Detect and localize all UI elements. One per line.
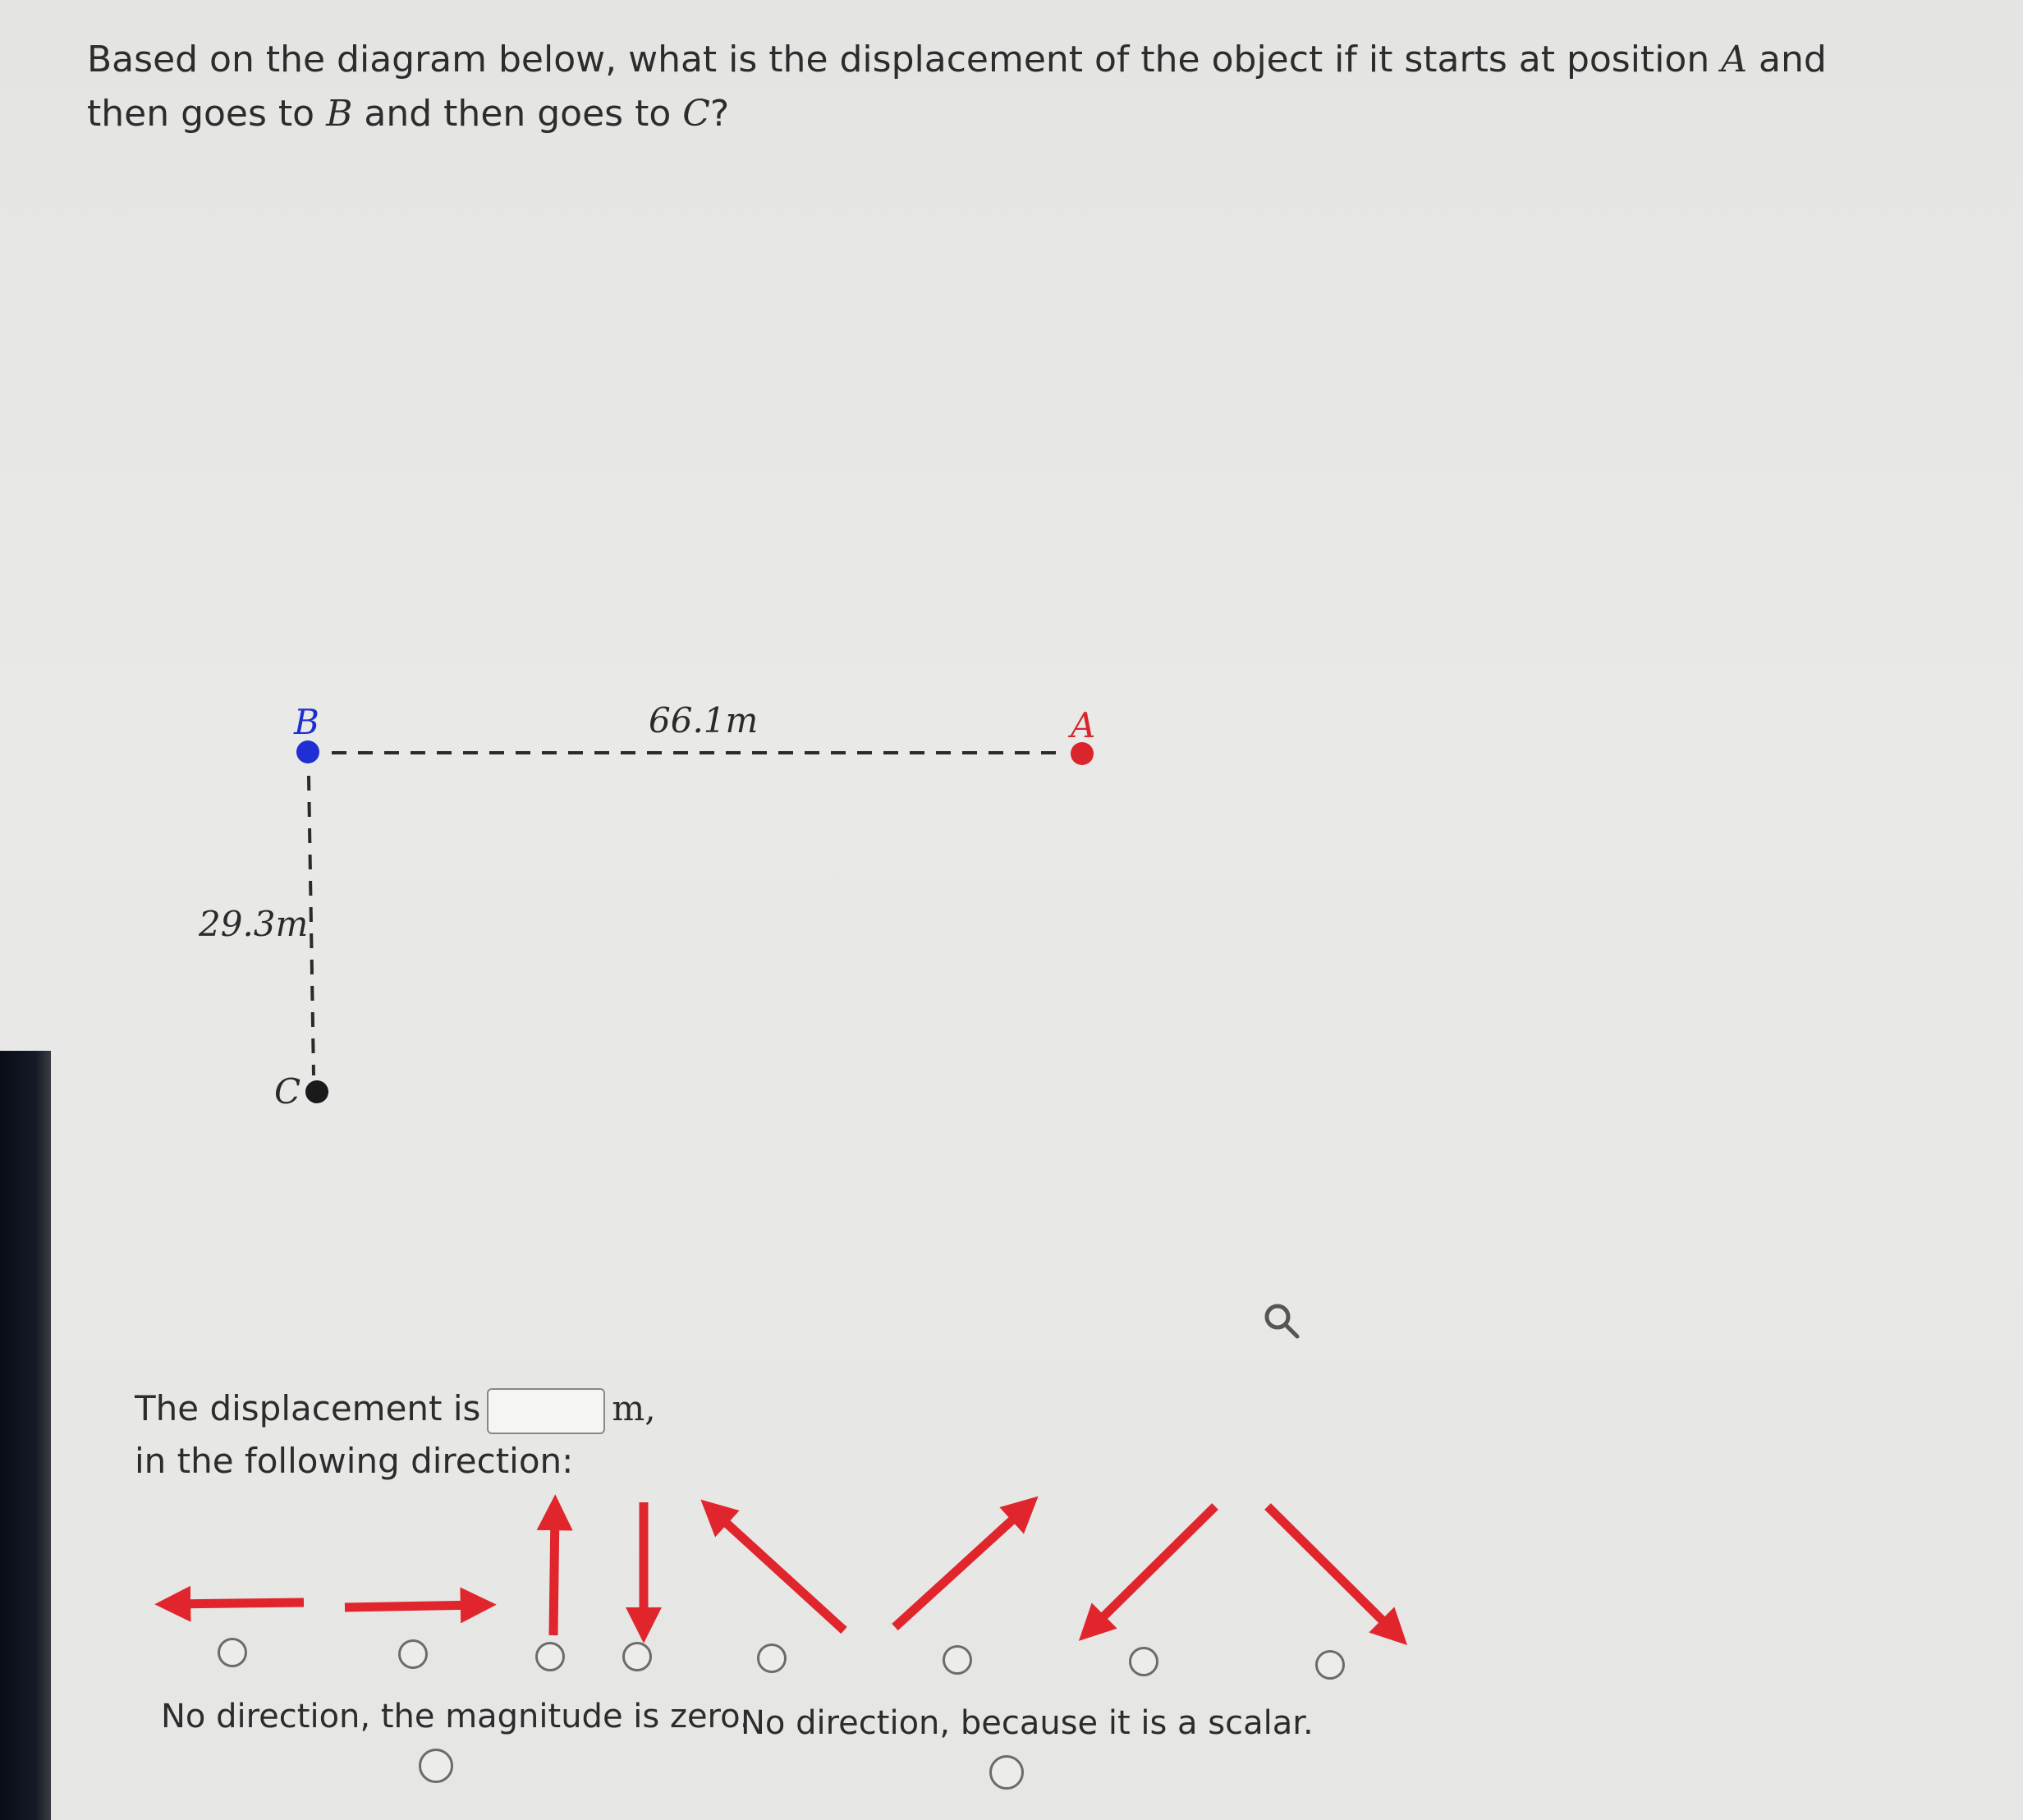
unit-label: m,: [612, 1388, 656, 1428]
radio-down[interactable]: [622, 1642, 652, 1671]
radio-down-left[interactable]: [1129, 1647, 1158, 1676]
radio-left[interactable]: [218, 1638, 247, 1667]
question-part-3: and then goes to: [352, 93, 683, 135]
direction-prompt: in the following direction:: [135, 1441, 574, 1481]
question-point-c: C: [682, 93, 710, 135]
radio-scalar[interactable]: [989, 1755, 1024, 1790]
question-point-a: A: [1721, 39, 1747, 80]
answer-prefix: The displacement is: [135, 1388, 481, 1428]
radio-right[interactable]: [398, 1639, 428, 1669]
arrow-down-left-icon[interactable]: [1090, 1506, 1215, 1630]
question-part-4: ?: [709, 93, 730, 135]
option-zero-magnitude-label: No direction, the magnitude is zero.: [161, 1698, 750, 1735]
question-point-b: B: [326, 93, 353, 135]
option-scalar-label: No direction, because it is a scalar.: [741, 1704, 1314, 1742]
arrow-left-icon[interactable]: [171, 1602, 304, 1604]
radio-up-left[interactable]: [757, 1644, 787, 1673]
arrow-down-right-icon[interactable]: [1268, 1506, 1396, 1634]
radio-up-right[interactable]: [943, 1645, 972, 1675]
arrow-up-right-icon[interactable]: [895, 1507, 1026, 1627]
radio-zero-magnitude[interactable]: [419, 1749, 453, 1783]
point-c-label: C: [274, 1071, 301, 1112]
vertical-distance-label: 29.3m: [199, 904, 309, 944]
point-b-label: B: [294, 702, 319, 742]
radio-down-right[interactable]: [1315, 1650, 1345, 1680]
radio-up[interactable]: [535, 1642, 565, 1671]
question-part-2: and then goes to: [87, 39, 1827, 135]
arrow-up-left-icon[interactable]: [713, 1511, 844, 1630]
point-a-label: A: [1071, 705, 1096, 745]
horizontal-distance-label: 66.1m: [649, 700, 759, 740]
arrow-right-icon[interactable]: [345, 1605, 480, 1607]
question-part-1: Based on the diagram below, what is the displacement of the object if it starts at position: [87, 39, 1722, 80]
arrow-up-icon[interactable]: [553, 1511, 555, 1635]
